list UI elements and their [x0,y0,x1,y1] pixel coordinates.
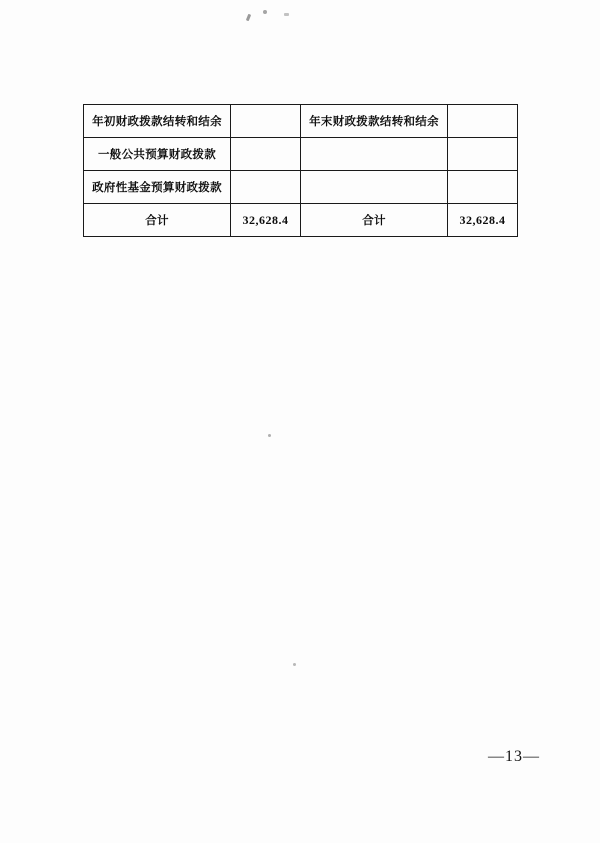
table-row [84,138,518,171]
row-0-right-label: 年末财政拨款结转和结余 [301,105,448,138]
scan-artifact [284,13,289,16]
row-2-left-value [231,171,301,204]
row-0-left-label: 年初财政拨款结转和结余 [84,105,231,138]
row-3-right-label: 合计 [301,204,448,237]
row-1-right-label [301,138,448,171]
row-3-left-value: 32,628.4 [231,204,301,237]
financial-allocation-table [83,104,518,237]
row-1-left-value [231,138,301,171]
row-3-left-label: 合计 [84,204,231,237]
row-3-right-value: 32,628.4 [448,204,518,237]
table-row [84,171,518,204]
row-2-left-label: 政府性基金预算财政拨款 [84,171,231,204]
page-number: —13— [488,748,540,765]
row-2-right-label [301,171,448,204]
row-1-right-value [448,138,518,171]
row-2-right-value [448,171,518,204]
row-0-right-value [448,105,518,138]
row-1-left-label: 一般公共预算财政拨款 [84,138,231,171]
table-row-total [84,204,518,237]
row-0-left-value [231,105,301,138]
table-row [84,105,518,138]
scan-artifact [246,14,251,22]
financial-table-container [83,104,517,237]
scan-artifact [268,434,271,437]
scan-artifact [263,10,267,14]
scan-artifact [293,663,296,666]
